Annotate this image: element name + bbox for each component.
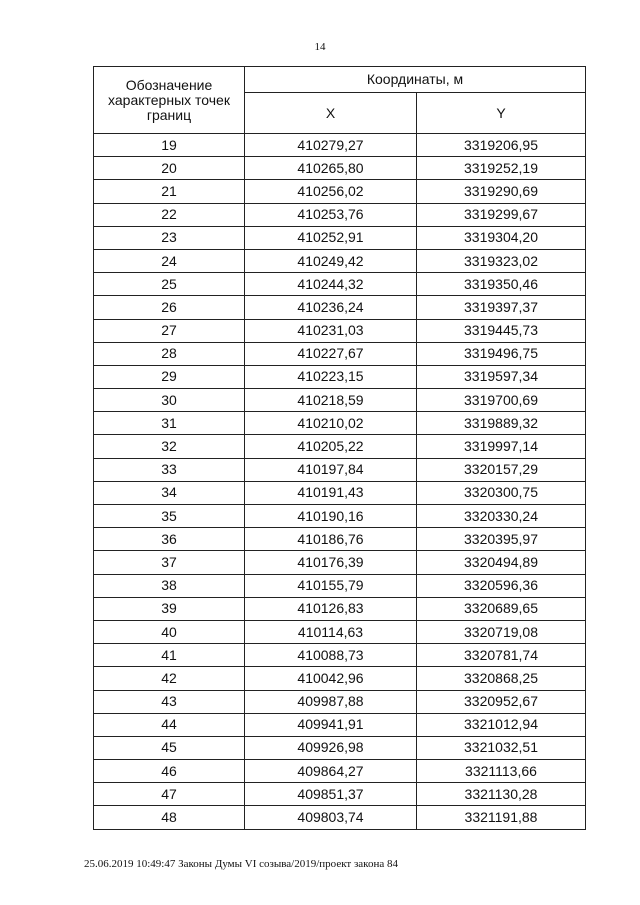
cell-y: 3320868,25 <box>417 667 586 690</box>
header-point-designation: Обозначение характерных точек границ <box>94 67 245 134</box>
cell-point: 19 <box>94 134 245 157</box>
table-row <box>94 806 586 829</box>
cell-x: 410236,24 <box>245 296 417 319</box>
cell-y: 3319445,73 <box>417 319 586 342</box>
table-row <box>94 481 586 504</box>
table-row <box>94 249 586 272</box>
cell-x: 409926,98 <box>245 736 417 759</box>
cell-y: 3319997,14 <box>417 435 586 458</box>
table-row <box>94 528 586 551</box>
cell-y: 3319299,67 <box>417 203 586 226</box>
cell-point: 28 <box>94 342 245 365</box>
cell-point: 40 <box>94 620 245 643</box>
cell-y: 3320689,65 <box>417 597 586 620</box>
coordinates-table <box>93 66 586 830</box>
cell-x: 409864,27 <box>245 760 417 783</box>
cell-y: 3320494,89 <box>417 551 586 574</box>
table-row <box>94 713 586 736</box>
cell-y: 3320952,67 <box>417 690 586 713</box>
cell-y: 3320596,36 <box>417 574 586 597</box>
cell-x: 410197,84 <box>245 458 417 481</box>
cell-x: 410205,22 <box>245 435 417 458</box>
cell-point: 41 <box>94 644 245 667</box>
cell-x: 410227,67 <box>245 342 417 365</box>
cell-point: 21 <box>94 180 245 203</box>
cell-x: 410088,73 <box>245 644 417 667</box>
cell-x: 409987,88 <box>245 690 417 713</box>
table-row <box>94 435 586 458</box>
table-row <box>94 365 586 388</box>
cell-y: 3319350,46 <box>417 273 586 296</box>
header-x: X <box>245 93 417 134</box>
cell-point: 25 <box>94 273 245 296</box>
cell-x: 410126,83 <box>245 597 417 620</box>
cell-y: 3319206,95 <box>417 134 586 157</box>
table-row <box>94 319 586 342</box>
cell-x: 410186,76 <box>245 528 417 551</box>
cell-x: 409941,91 <box>245 713 417 736</box>
cell-y: 3319252,19 <box>417 157 586 180</box>
cell-x: 410256,02 <box>245 180 417 203</box>
cell-point: 38 <box>94 574 245 597</box>
cell-point: 37 <box>94 551 245 574</box>
cell-point: 36 <box>94 528 245 551</box>
cell-point: 23 <box>94 226 245 249</box>
cell-x: 409803,74 <box>245 806 417 829</box>
cell-x: 410190,16 <box>245 505 417 528</box>
cell-point: 20 <box>94 157 245 180</box>
cell-point: 30 <box>94 389 245 412</box>
cell-y: 3320395,97 <box>417 528 586 551</box>
table-row <box>94 389 586 412</box>
cell-x: 410223,15 <box>245 365 417 388</box>
cell-y: 3319397,37 <box>417 296 586 319</box>
cell-y: 3320330,24 <box>417 505 586 528</box>
table-row <box>94 620 586 643</box>
cell-y: 3319323,02 <box>417 249 586 272</box>
table-row <box>94 644 586 667</box>
cell-point: 31 <box>94 412 245 435</box>
cell-point: 34 <box>94 481 245 504</box>
table-row <box>94 134 586 157</box>
cell-point: 46 <box>94 760 245 783</box>
cell-x: 410252,91 <box>245 226 417 249</box>
cell-y: 3319304,20 <box>417 226 586 249</box>
table-row <box>94 273 586 296</box>
cell-x: 410231,03 <box>245 319 417 342</box>
cell-y: 3320157,29 <box>417 458 586 481</box>
cell-x: 409851,37 <box>245 783 417 806</box>
cell-x: 410253,76 <box>245 203 417 226</box>
cell-point: 22 <box>94 203 245 226</box>
cell-point: 43 <box>94 690 245 713</box>
table-row <box>94 551 586 574</box>
cell-x: 410176,39 <box>245 551 417 574</box>
cell-y: 3319700,69 <box>417 389 586 412</box>
cell-point: 39 <box>94 597 245 620</box>
table-row <box>94 203 586 226</box>
document-footer: 25.06.2019 10:49:47 Законы Думы VI созыва/2019/проект закона 84 <box>84 858 398 870</box>
cell-point: 48 <box>94 806 245 829</box>
table-row <box>94 157 586 180</box>
cell-point: 42 <box>94 667 245 690</box>
cell-y: 3319889,32 <box>417 412 586 435</box>
cell-x: 410218,59 <box>245 389 417 412</box>
cell-y: 3320300,75 <box>417 481 586 504</box>
cell-x: 410114,63 <box>245 620 417 643</box>
table-row <box>94 226 586 249</box>
cell-point: 44 <box>94 713 245 736</box>
table-row <box>94 667 586 690</box>
cell-point: 35 <box>94 505 245 528</box>
cell-point: 26 <box>94 296 245 319</box>
cell-y: 3320719,08 <box>417 620 586 643</box>
table-body <box>94 134 586 830</box>
cell-point: 27 <box>94 319 245 342</box>
cell-y: 3321012,94 <box>417 713 586 736</box>
table-row <box>94 180 586 203</box>
cell-point: 47 <box>94 783 245 806</box>
table-row <box>94 597 586 620</box>
header-coordinates: Координаты, м <box>245 67 586 93</box>
cell-x: 410042,96 <box>245 667 417 690</box>
cell-y: 3321191,88 <box>417 806 586 829</box>
cell-x: 410210,02 <box>245 412 417 435</box>
table-row <box>94 574 586 597</box>
cell-y: 3321113,66 <box>417 760 586 783</box>
table-row <box>94 783 586 806</box>
table-row <box>94 342 586 365</box>
table-row <box>94 690 586 713</box>
cell-x: 410155,79 <box>245 574 417 597</box>
table-row <box>94 760 586 783</box>
cell-y: 3321032,51 <box>417 736 586 759</box>
table-row <box>94 736 586 759</box>
cell-y: 3319290,69 <box>417 180 586 203</box>
cell-y: 3319597,34 <box>417 365 586 388</box>
cell-x: 410191,43 <box>245 481 417 504</box>
table-row <box>94 412 586 435</box>
cell-y: 3320781,74 <box>417 644 586 667</box>
cell-point: 29 <box>94 365 245 388</box>
table-row <box>94 296 586 319</box>
cell-x: 410265,80 <box>245 157 417 180</box>
cell-x: 410244,32 <box>245 273 417 296</box>
cell-point: 33 <box>94 458 245 481</box>
cell-point: 32 <box>94 435 245 458</box>
cell-x: 410279,27 <box>245 134 417 157</box>
cell-point: 45 <box>94 736 245 759</box>
table-row <box>94 458 586 481</box>
table-row <box>94 505 586 528</box>
cell-y: 3319496,75 <box>417 342 586 365</box>
cell-point: 24 <box>94 249 245 272</box>
header-y: Y <box>417 93 586 134</box>
cell-x: 410249,42 <box>245 249 417 272</box>
page-number: 14 <box>314 41 326 53</box>
cell-y: 3321130,28 <box>417 783 586 806</box>
